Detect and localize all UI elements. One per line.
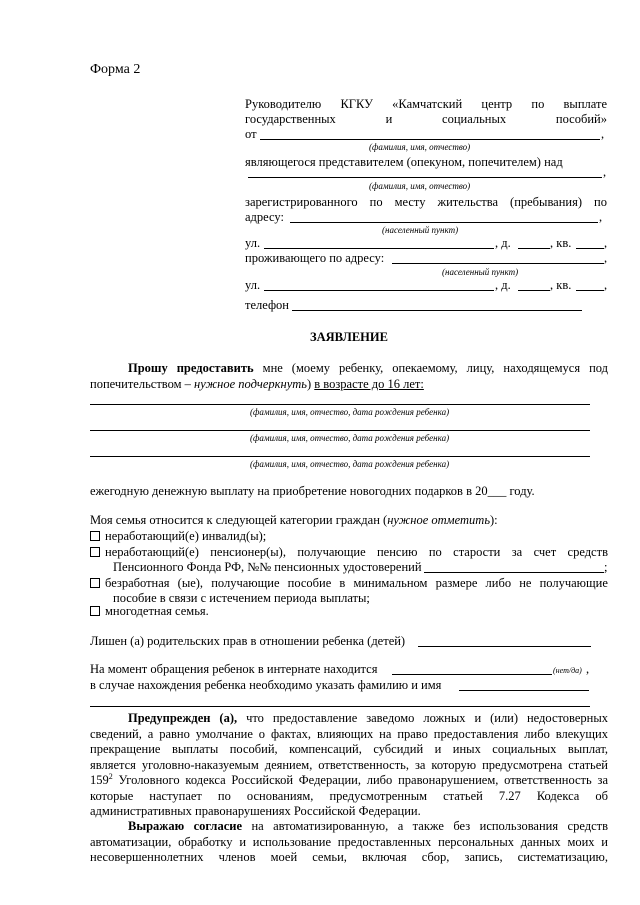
institution-end: , [586, 662, 590, 676]
representative-text: являющегося представителем (опекуном, попечителем) над [245, 155, 563, 169]
ward-suffix: , [603, 165, 607, 179]
yes-no-caption: (нет/да) [553, 666, 582, 675]
payment-line: ежегодную денежную выплату на приобретение новогодних подарков в 20___ году. [90, 484, 535, 498]
form-label: Форма 2 [90, 62, 141, 77]
house-field-2[interactable] [518, 290, 550, 291]
category-intro: Моя семья относится к следующей категории граждан (нужное отметить): [90, 513, 498, 527]
consent-paragraph: Выражаю согласие на автоматизированную, а также без использования средств автоматизации, обработку и использование предоставленных персональных данных моих и несовершеннолетних членов моей семьи, включая сбор, запись, систематизацию, [90, 819, 608, 864]
registered-line: зарегистрированного по месту жительства (пребывания) по [245, 195, 607, 209]
phone-field[interactable] [292, 310, 582, 311]
child-caption-2: (фамилия, имя, отчество, дата рождения ребенка) [250, 433, 450, 443]
apt-field-1[interactable] [576, 248, 604, 249]
phone-label: телефон [245, 298, 289, 312]
checkbox-disabled[interactable] [90, 531, 100, 541]
locality-field-2[interactable] [392, 263, 604, 264]
separator-line [90, 706, 590, 707]
addressee-line-2: государственных и социальных пособий» [245, 112, 607, 126]
child-field-3[interactable] [90, 456, 590, 457]
caption-fio-2: (фамилия, имя, отчество) [369, 181, 471, 191]
child-caption-1: (фамилия, имя, отчество, дата рождения ребенка) [250, 407, 450, 417]
child-name-field[interactable] [459, 690, 589, 691]
from-name-field[interactable] [260, 139, 600, 140]
end-1: , [604, 236, 608, 250]
pension-certificates-field[interactable] [424, 572, 604, 573]
document-title: ЗАЯВЛЕНИЕ [310, 330, 388, 344]
house-field-1[interactable] [518, 248, 550, 249]
house-label-2: , д. [495, 278, 511, 292]
apt-label-2: , кв. [550, 278, 572, 292]
unemployed-line-2: пособие в связи с истечением периода выплаты; [113, 591, 370, 605]
addressee-line-1: Руководителю КГКУ «Камчатский центр по выплате [245, 97, 607, 111]
child-field-2[interactable] [90, 430, 590, 431]
institution-text: На момент обращения ребенок в интернате находится [90, 662, 378, 676]
apt-label-1: , кв. [550, 236, 572, 250]
checkbox-unemployed[interactable] [90, 578, 100, 588]
checkbox-large-family[interactable] [90, 606, 100, 616]
ward-name-field[interactable] [248, 177, 602, 178]
warning-paragraph: Предупрежден (а), что предоставление заведомо ложных и (или) недостоверных сведений, а равно умолчание о фактах, влияющих на право предоставления либо влекущих прекращение выплаты пособий, компенсаций, субсидий и иных социальных выплат, является уголовно-наказуемым деянием, ответственность, за которую предусмотрена статьей $159^2$ Уголовного кодекса Российской Федерации, либо правонарушением, ответственность за которые наступает по основаниям, предусмотренным статьей 7.27 Кодекса об административных правонарушениях Российской Федерации. [90, 711, 609, 818]
address-prefix: адресу: [245, 210, 284, 224]
option-unemployed[interactable]: безработная (ые), получающие пособие в минимальном размере либо не получающие [90, 576, 608, 591]
option-disabled[interactable]: неработающий(е) инвалид(ы); [90, 529, 266, 544]
pension-line: Пенсионного Фонда РФ, №№ пенсионных удостоверений [113, 560, 422, 574]
option-large-family[interactable]: многодетная семья. [90, 604, 209, 619]
child-caption-3: (фамилия, имя, отчество, дата рождения ребенка) [250, 459, 450, 469]
caption-locality-2: (населенный пункт) [442, 267, 519, 277]
street-label-2: ул. [245, 278, 261, 292]
from-prefix: от [245, 127, 257, 141]
residing-text: проживающего по адресу: [245, 251, 385, 265]
checkbox-pensioners[interactable] [90, 547, 100, 557]
option-pensioners[interactable]: неработающий(е) пенсионер(ы), получающие пенсию по старости за счет средств [90, 545, 608, 560]
end-2: , [604, 278, 608, 292]
pension-end: ; [604, 560, 608, 574]
residing-suffix: , [604, 251, 608, 265]
caption-fio-1: (фамилия, имя, отчество) [369, 142, 471, 152]
street-label-1: ул. [245, 236, 261, 250]
street-field-2[interactable] [264, 290, 494, 291]
deprived-field[interactable] [418, 646, 591, 647]
from-suffix: , [601, 127, 605, 141]
child-field-1[interactable] [90, 404, 590, 405]
caption-locality-1: (населенный пункт) [382, 225, 459, 235]
institution-name-text: в случае нахождения ребенка необходимо указать фамилию и имя [90, 678, 442, 692]
house-label-1: , д. [495, 236, 511, 250]
locality-field-1[interactable] [290, 222, 598, 223]
request-bold: Прошу предоставить [128, 361, 254, 375]
request-paragraph: Прошу предоставить мне (моему ребенку, опекаемому, лицу, находящемуся под попечительством – нужное подчеркнуть) в возрасте до 16 лет: [90, 361, 609, 391]
institution-field[interactable] [392, 674, 552, 675]
street-field-1[interactable] [264, 248, 494, 249]
deprived-text: Лишен (а) родительских прав в отношении ребенка (детей) [90, 634, 406, 648]
address-suffix: , [599, 210, 603, 224]
apt-field-2[interactable] [576, 290, 604, 291]
age-underlined: в возрасте до 16 лет: [314, 376, 424, 391]
